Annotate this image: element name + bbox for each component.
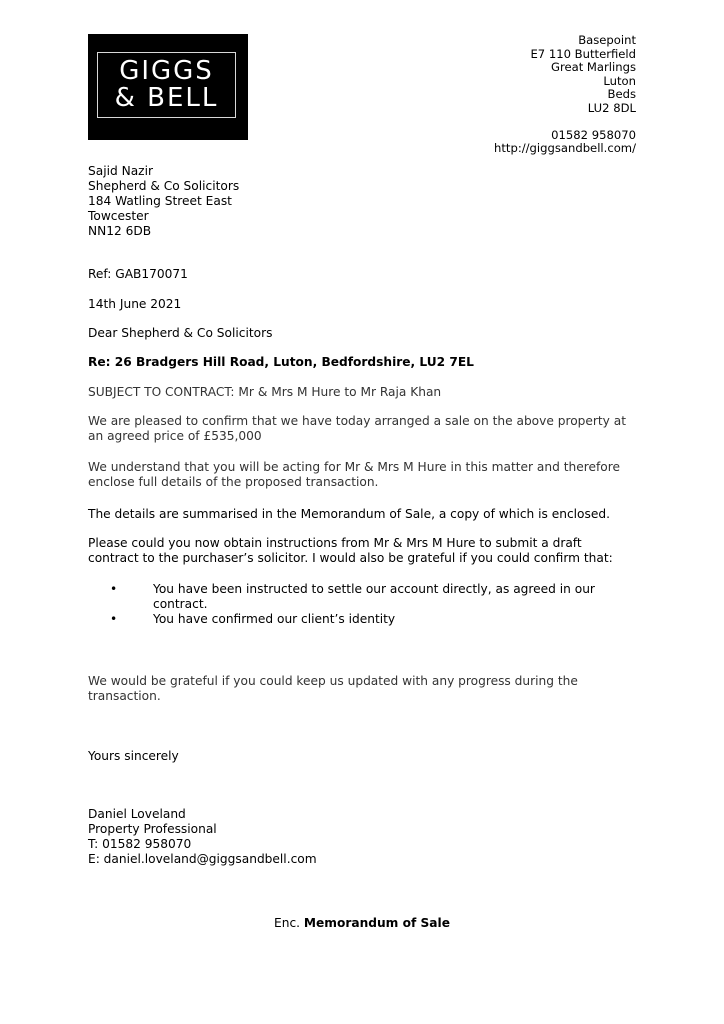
logo-line-2: & BELL: [114, 83, 219, 113]
enclosure-line: [0, 916, 724, 931]
sender-address-line: Basepoint: [578, 33, 636, 47]
bullet-list: [88, 582, 636, 627]
re-line: Re: 26 Bradgers Hill Road, Luton, Bedfordshire, LU2 7EL: [88, 355, 474, 369]
reference: Ref: GAB170071: [88, 267, 188, 281]
sender-address-line: LU2 8DL: [587, 100, 636, 115]
recipient-address: [88, 164, 239, 239]
logo-line-1: GIGGS: [119, 56, 214, 86]
signature-name: Daniel Loveland: [88, 807, 186, 821]
paragraph-price: We are pleased to confirm that we have today arranged a sale on the above property at an agreed price of £535,000: [88, 414, 627, 443]
list-item: • You have confirmed our client’s identity: [88, 612, 636, 627]
enclosure-prefix: Enc.: [274, 916, 304, 930]
company-logo: [88, 34, 248, 140]
subject-text: Mr & Mrs M Hure to Mr Raja Khan: [234, 385, 442, 399]
sender-address-line: Beds: [607, 87, 636, 101]
signature-email-link[interactable]: E: daniel.loveland@giggsandbell.com: [88, 852, 317, 866]
enclosure-item: Memorandum of Sale: [303, 916, 450, 930]
sender-address: [494, 34, 636, 156]
sender-address-line: Great Marlings: [550, 60, 636, 74]
closing: Yours sincerely: [88, 749, 179, 763]
sender-phone: 01582 958070: [551, 127, 636, 142]
logo-frame: [97, 52, 236, 118]
recipient-line: NN12 6DB: [88, 224, 152, 238]
list-item: • You have been instructed to settle our account directly, as agreed in our contract.: [88, 582, 636, 612]
signature-title: Property Professional: [88, 822, 217, 836]
salutation: Dear Shepherd & Co Solicitors: [88, 326, 273, 340]
paragraph-summary: The details are summarised in the Memorandum of Sale, a copy of which is enclosed.: [88, 507, 610, 521]
recipient-line: 184 Watling Street East: [88, 194, 232, 208]
recipient-line: Towcester: [88, 209, 149, 223]
sender-website-link[interactable]: http://giggsandbell.com/: [494, 141, 636, 155]
letter-date: 14th June 2021: [88, 297, 182, 311]
paragraph-updates: We would be grateful if you could keep us updated with any progress during the transaction.: [88, 674, 578, 703]
subject-label: SUBJECT TO CONTRACT:: [88, 385, 235, 399]
paragraph-acting: We understand that you will be acting for Mr & Mrs M Hure in this matter and therefore enclose full details of the proposed transaction.: [88, 460, 620, 489]
recipient-line: Shepherd & Co Solicitors: [88, 179, 240, 193]
paragraph-instructions: Please could you now obtain instructions from Mr & Mrs M Hure to submit a draft contract to the purchaser’s solicitor. I would also be grateful if you could confirm that:: [88, 536, 613, 565]
signature-phone: T: 01582 958070: [88, 837, 192, 851]
subject-line: [88, 385, 636, 400]
signature-block: [88, 807, 636, 867]
sender-address-line: Luton: [603, 73, 636, 88]
recipient-line: Sajid Nazir: [88, 164, 153, 178]
sender-address-line: E7 110 Butterfield: [530, 46, 636, 61]
